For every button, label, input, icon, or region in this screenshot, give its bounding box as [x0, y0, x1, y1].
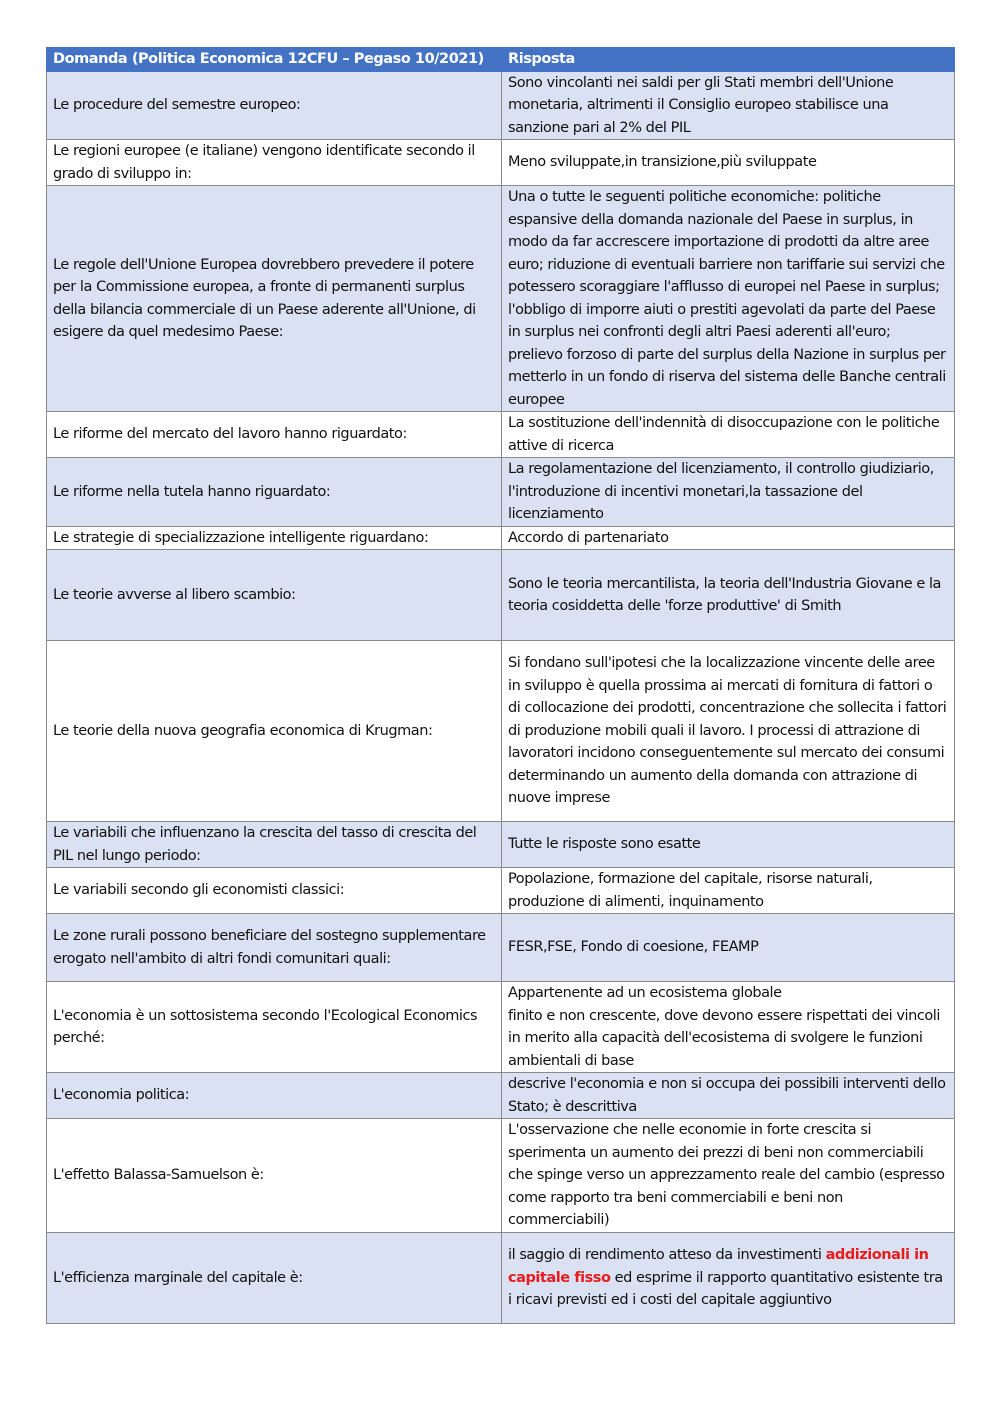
question-cell: Le variabili che influenzano la crescita del tasso di crescita del PIL nel lungo periodo:	[47, 822, 502, 868]
table-row	[47, 914, 955, 982]
table-header-row	[47, 48, 955, 72]
table-row	[47, 1233, 955, 1324]
table-row	[47, 982, 955, 1073]
column-header-answer: Risposta	[502, 48, 955, 72]
question-cell: Le procedure del semestre europeo:	[47, 71, 502, 140]
question-cell: Le variabili secondo gli economisti classici:	[47, 868, 502, 914]
question-cell: Le strategie di specializzazione intelligente riguardano:	[47, 526, 502, 550]
question-cell: Le regioni europee (e italiane) vengono identificate secondo il grado di sviluppo in:	[47, 140, 502, 186]
answer-cell: FESR,FSE, Fondo di coesione, FEAMP	[502, 914, 955, 982]
question-cell: L'effetto Balassa-Samuelson è:	[47, 1119, 502, 1233]
qa-table	[46, 47, 955, 1324]
question-cell: Le riforme nella tutela hanno riguardato:	[47, 458, 502, 527]
table-row	[47, 458, 955, 527]
answer-text: ed esprime il rapporto quantitativo esistente tra i ricavi previsti ed i costi del capitale aggiuntivo	[508, 1269, 943, 1309]
table-row	[47, 550, 955, 641]
answer-cell: Appartenente ad un ecosistema globale finito e non crescente, dove devono essere rispettati dei vincoli in merito alla capacità dell'ecosistema di svolgere le funzioni ambientali di base	[502, 982, 955, 1073]
answer-cell: L'osservazione che nelle economie in forte crescita si sperimenta un aumento dei prezzi di beni non commerciabili che spinge verso un apprezzamento reale del cambio (espresso come rapporto tra beni commerciabili e beni non commerciabili)	[502, 1119, 955, 1233]
column-header-question: Domanda (Politica Economica 12CFU – Pegaso 10/2021)	[47, 48, 502, 72]
question-cell: Le teorie della nuova geografia economica di Krugman:	[47, 641, 502, 822]
answer-text: il saggio di rendimento atteso da investimenti	[508, 1247, 826, 1264]
answer-cell: Popolazione, formazione del capitale, risorse naturali, produzione di alimenti, inquinamento	[502, 868, 955, 914]
question-cell: Le teorie avverse al libero scambio:	[47, 550, 502, 641]
answer-cell: Meno sviluppate,in transizione,più sviluppate	[502, 140, 955, 186]
table-row	[47, 71, 955, 140]
answer-cell: Si fondano sull'ipotesi che la localizzazione vincente delle aree in sviluppo è quella prossima ai mercati di fornitura di fattori o di collocazione dei prodotti, concentrazione che sollecita i fattori di produzione mobili quali il lavoro. I processi di attrazione di lavoratori incidono conseguentemente sul mercato dei consumi determinando un aumento della domanda con attrazione di nuove imprese	[502, 641, 955, 822]
answer-cell: La sostituzione dell'indennità di disoccupazione con le politiche attive di ricerca	[502, 412, 955, 458]
table-row	[47, 186, 955, 412]
answer-cell: Una o tutte le seguenti politiche economiche: politiche espansive della domanda nazionale del Paese in surplus, in modo da far accrescere importazione di prodotti da altre aree euro; riduzione di eventuali barriere non tariffarie sui servizi che potessero scoraggiare l'afflusso di europei nel Paese in surplus; l'obbligo di imporre aiuti o prestiti agevolati da parte del Paese in surplus nei confronti degli altri Paesi aderenti all'euro; prelievo forzoso di parte del surplus della Nazione in surplus per metterlo in un fondo di riserva del sistema delle Banche centrali europee	[502, 186, 955, 412]
table-row	[47, 1073, 955, 1119]
answer-cell: Sono vincolanti nei saldi per gli Stati membri dell'Unione monetaria, altrimenti il Consiglio europeo stabilisce una sanzione pari al 2% del PIL	[502, 71, 955, 140]
answer-cell: La regolamentazione del licenziamento, il controllo giudiziario, l'introduzione di incentivi monetari,la tassazione del licenziamento	[502, 458, 955, 527]
table-row	[47, 140, 955, 186]
answer-cell: Tutte le risposte sono esatte	[502, 822, 955, 868]
question-cell: L'economia è un sottosistema secondo l'Ecological Economics perché:	[47, 982, 502, 1073]
question-cell: Le riforme del mercato del lavoro hanno riguardato:	[47, 412, 502, 458]
table-row	[47, 1119, 955, 1233]
table-row	[47, 868, 955, 914]
answer-cell: Accordo di partenariato	[502, 526, 955, 550]
table-row	[47, 822, 955, 868]
question-cell: Le regole dell'Unione Europea dovrebbero prevedere il potere per la Commissione europea, a fronte di permanenti surplus della bilancia commerciale di un Paese aderente all'Unione, di esigere da quel medesimo Paese:	[47, 186, 502, 412]
answer-cell: Sono le teoria mercantilista, la teoria dell'Industria Giovane e la teoria cosiddetta delle 'forze produttive' di Smith	[502, 550, 955, 641]
table-row	[47, 641, 955, 822]
question-cell: L'economia politica:	[47, 1073, 502, 1119]
table-row	[47, 526, 955, 550]
question-cell: Le zone rurali possono beneficiare del sostegno supplementare erogato nell'ambito di altri fondi comunitari quali:	[47, 914, 502, 982]
answer-cell	[502, 1233, 955, 1324]
highlighted-answer-text: addizionali in capitale fisso	[508, 1247, 929, 1286]
table-row	[47, 412, 955, 458]
question-cell: L'efficienza marginale del capitale è:	[47, 1233, 502, 1324]
answer-cell: descrive l'economia e non si occupa dei possibili interventi dello Stato; è descrittiva	[502, 1073, 955, 1119]
